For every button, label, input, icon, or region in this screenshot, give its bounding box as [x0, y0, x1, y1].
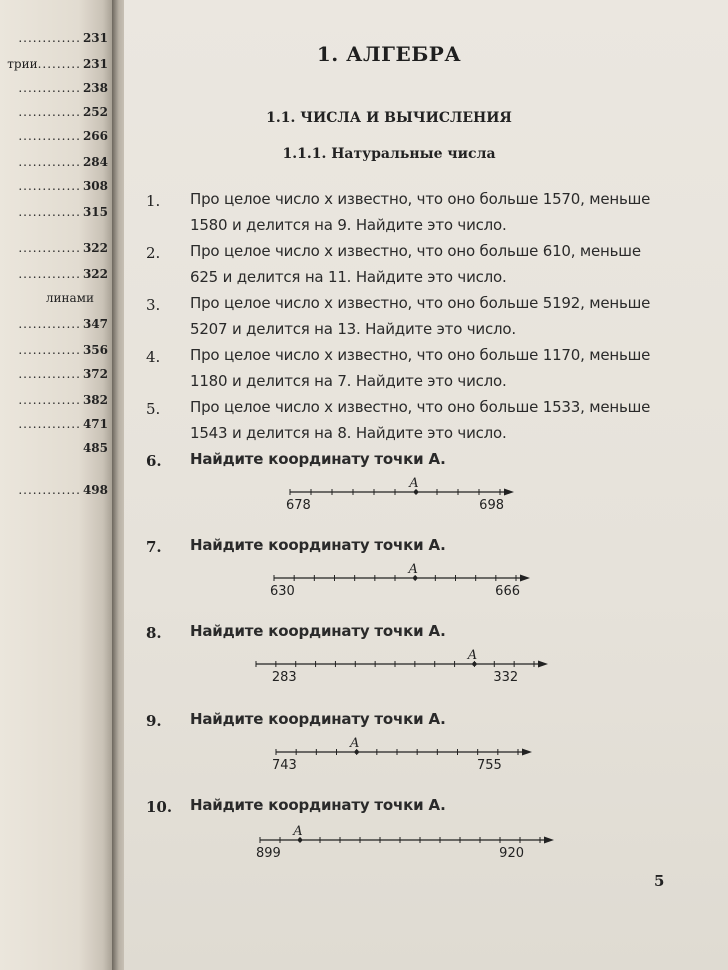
problem-text: Про целое число x известно, что оно больше 1570, меньше 1580 и делится на 9. Найдите это число. — [190, 190, 651, 234]
start-label: 743 — [272, 758, 297, 773]
point-a-label: A — [409, 476, 419, 491]
start-label: 283 — [271, 670, 297, 685]
end-label: 920 — [499, 846, 524, 861]
page — [124, 0, 728, 970]
problem-number: 1. — [146, 192, 161, 210]
problem-text: Про целое число x известно, что оно больше 1170, меньше 1180 и делится на 7. Найдите это число. — [190, 346, 651, 390]
toc-line: ............. 471 — [18, 417, 108, 431]
toc-line: ............. 322 — [18, 267, 108, 281]
problem-text: Про целое число x известно, что оно больше 1533, меньше 1543 и делится на 8. Найдите это число. — [190, 398, 651, 442]
number-line-svg — [252, 648, 550, 688]
end-label: 332 — [493, 670, 519, 685]
axis-arrow — [538, 661, 548, 668]
problem-text: Найдите координату точки A. — [190, 450, 446, 468]
toc-line: ............. 238 — [18, 81, 108, 95]
toc-line: ............. 308 — [18, 179, 108, 193]
number-line-svg — [272, 736, 534, 776]
toc-line: ............. 498 — [18, 483, 108, 497]
toc-line: 485 — [82, 441, 108, 455]
problem-text: Найдите координату точки A. — [190, 710, 446, 728]
point-a-label: A — [467, 648, 478, 663]
number-line-svg — [270, 562, 532, 602]
number-line-svg — [256, 824, 556, 864]
axis-arrow — [544, 837, 554, 844]
page-number: 5 — [654, 872, 665, 890]
problem-text: Найдите координату точки A. — [190, 796, 446, 814]
facing-page-contents — [0, 0, 112, 970]
problem-number: 5. — [146, 400, 161, 418]
problem-number: 6. — [146, 452, 162, 470]
point-a-label: A — [408, 562, 418, 577]
problem-number: 10. — [146, 798, 173, 816]
toc-line: ............. 322 — [18, 241, 108, 255]
problem-number: 2. — [146, 244, 161, 262]
section-title: 1.1. ЧИСЛА И ВЫЧИСЛЕНИЯ — [266, 110, 512, 126]
start-label: 678 — [286, 498, 311, 513]
chapter-title: 1. АЛГЕБРА — [316, 42, 462, 66]
toc-line: ............. 315 — [18, 205, 108, 219]
problem-text: Про целое число x известно, что оно больше 610, меньше 625 и делится на 11. Найдите это число. — [190, 242, 641, 286]
number-line — [272, 736, 534, 776]
toc-line: ............. 347 — [18, 317, 108, 331]
toc-line: ............. 284 — [18, 155, 108, 169]
toc-line: ............. 252 — [18, 105, 108, 119]
problem-text: Найдите координату точки A. — [190, 622, 446, 640]
toc-line: трии......... 231 — [7, 57, 108, 71]
axis-arrow — [504, 489, 514, 496]
problem-number: 9. — [146, 712, 162, 730]
problem-number: 4. — [146, 348, 161, 366]
end-label: 698 — [479, 498, 504, 513]
end-label: 755 — [477, 758, 502, 773]
problem-number: 7. — [146, 538, 162, 556]
toc-line: линами — [45, 291, 94, 305]
start-label: 630 — [270, 584, 295, 599]
toc-line: ............. 382 — [18, 393, 108, 407]
toc-line: ............. 231 — [18, 31, 108, 45]
toc-line: ............. 372 — [18, 367, 108, 381]
number-line — [286, 476, 516, 516]
point-a-label: A — [349, 736, 360, 751]
point-a-label: A — [293, 824, 303, 839]
axis-arrow — [522, 749, 532, 756]
number-line-svg — [286, 476, 516, 516]
number-line — [270, 562, 532, 602]
problem-number: 8. — [146, 624, 162, 642]
problem-text: Про целое число x известно, что оно больше 5192, меньше 5207 и делится на 13. Найдите это число. — [190, 294, 651, 338]
number-line — [256, 824, 556, 864]
toc-line: ............. 266 — [18, 129, 108, 143]
toc-line: ............. 356 — [18, 343, 108, 357]
problem-text: Найдите координату точки A. — [190, 536, 446, 554]
number-line — [252, 648, 550, 688]
axis-arrow — [520, 575, 530, 582]
start-label: 899 — [256, 846, 281, 861]
problem-number: 3. — [146, 296, 161, 314]
end-label: 666 — [495, 584, 520, 599]
subsection-title: 1.1.1. Натуральные числа — [282, 146, 496, 162]
